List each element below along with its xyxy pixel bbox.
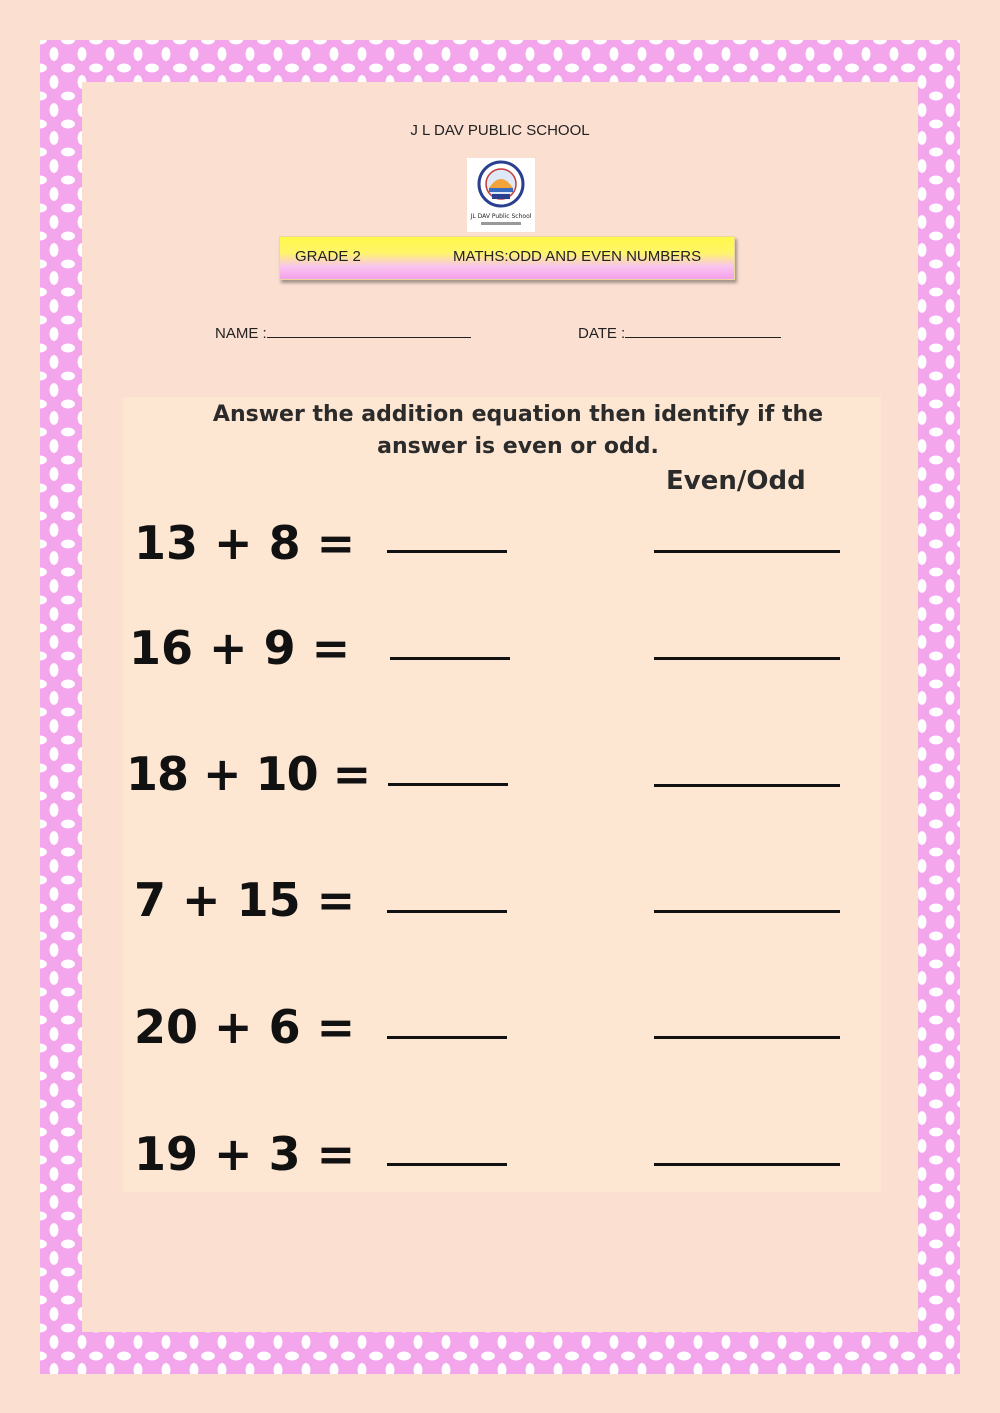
equation-6: 19 + 3 =	[134, 1127, 356, 1181]
school-logo-emblem	[467, 158, 535, 232]
even-odd-blank-3[interactable]	[654, 784, 840, 787]
name-field	[215, 323, 471, 342]
instructions	[0, 399, 1000, 463]
date-field	[578, 323, 781, 342]
equation-5: 20 + 6 =	[134, 1000, 356, 1054]
even-odd-blank-6[interactable]	[654, 1163, 840, 1166]
grade-subject-banner	[279, 236, 735, 280]
even-odd-column-header: Even/Odd	[666, 466, 806, 496]
instruction-line-2: answer is even or odd.	[377, 434, 659, 459]
answer-blank-4[interactable]	[387, 910, 507, 913]
even-odd-blank-2[interactable]	[654, 657, 840, 660]
date-label: DATE :	[578, 325, 626, 342]
equation-2: 16 + 9 =	[129, 621, 351, 675]
grade-label: GRADE 2	[295, 248, 361, 265]
date-input-line[interactable]	[625, 323, 781, 338]
answer-blank-3[interactable]	[388, 783, 508, 786]
equation-3: 18 + 10 =	[126, 747, 371, 801]
answer-blank-5[interactable]	[387, 1036, 507, 1039]
logo-caption: JL DAV Public School	[470, 213, 532, 220]
answer-blank-2[interactable]	[390, 657, 510, 660]
subject-label: MATHS:ODD AND EVEN NUMBERS	[453, 248, 702, 265]
school-name: J L DAV PUBLIC SCHOOL	[410, 122, 590, 139]
school-logo	[467, 158, 535, 232]
equation-4: 7 + 15 =	[134, 873, 356, 927]
even-odd-blank-1[interactable]	[654, 550, 840, 553]
even-odd-blank-4[interactable]	[654, 910, 840, 913]
even-odd-blank-5[interactable]	[654, 1036, 840, 1039]
name-input-line[interactable]	[267, 323, 471, 338]
name-label: NAME :	[215, 325, 267, 342]
answer-blank-6[interactable]	[387, 1163, 507, 1166]
instruction-line-1: Answer the addition equation then identify if the	[212, 402, 824, 427]
answer-blank-1[interactable]	[387, 550, 507, 553]
equation-1: 13 + 8 =	[134, 516, 356, 570]
